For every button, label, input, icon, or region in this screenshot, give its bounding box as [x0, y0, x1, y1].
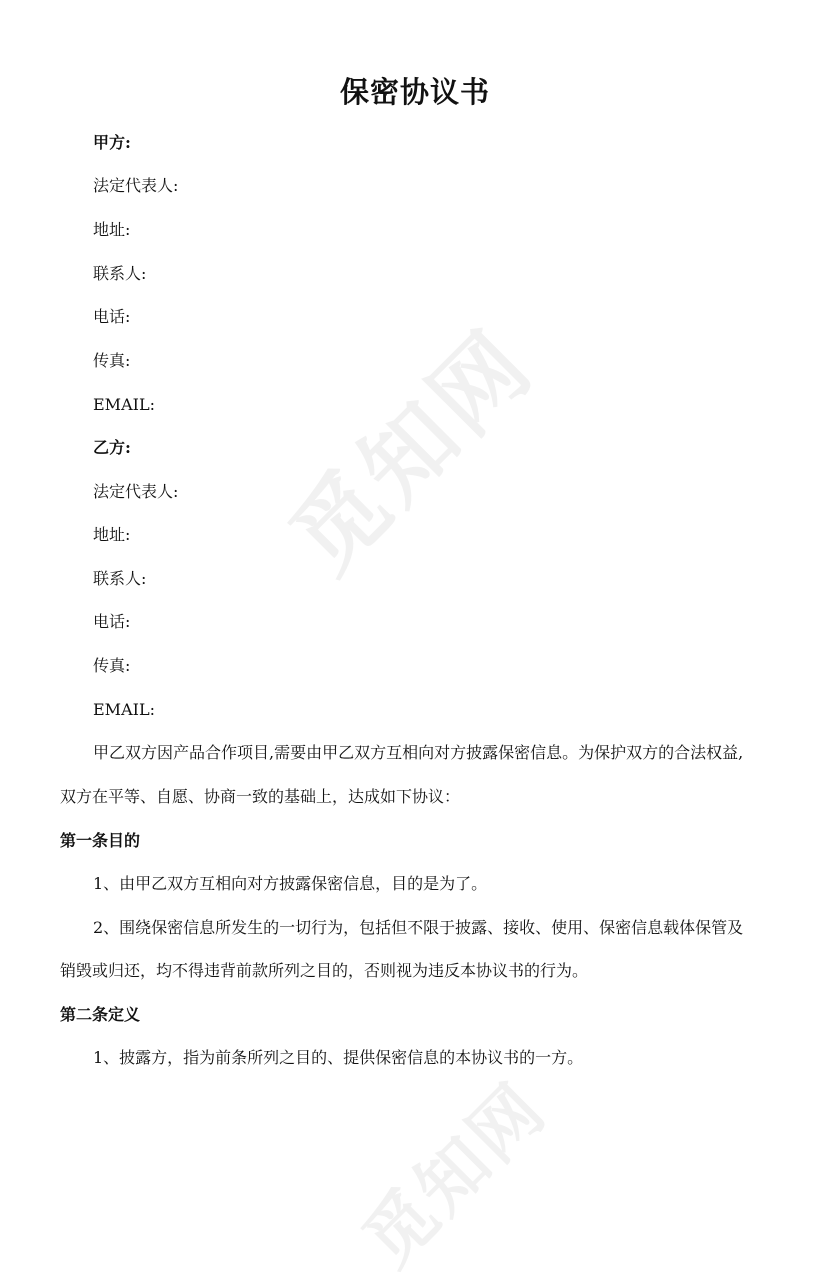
- party-a-fax: 传真:: [93, 351, 131, 370]
- party-b-phone: 电话:: [93, 612, 131, 631]
- watermark-bottom: 觅知网: [347, 1066, 563, 1282]
- watermark: 觅知网: [270, 309, 555, 594]
- party-a-contact: 联系人:: [93, 264, 147, 283]
- article-1-item-1: 1、由甲乙双方互相向对方披露保密信息，目的是为了。: [93, 874, 488, 893]
- party-b-legal-rep: 法定代表人:: [93, 482, 179, 501]
- article-2-item-1: 1、披露方，指为前条所列之目的、提供保密信息的本协议书的一方。: [93, 1048, 584, 1067]
- document-title: 保密协议书: [339, 75, 490, 109]
- party-a-heading: 甲方:: [93, 133, 131, 152]
- article-1-item-2-line-1: 2、围绕保密信息所发生的一切行为，包括但不限于披露、接收、使用、保密信息载体保管及: [93, 918, 744, 937]
- intro-line-2: 双方在平等、自愿、协商一致的基础上，达成如下协议：: [60, 787, 461, 806]
- party-b-contact: 联系人:: [93, 569, 147, 588]
- party-b-heading: 乙方:: [93, 438, 131, 457]
- intro-line-1: 甲乙双方因产品合作项目,需要由甲乙双方互相向对方披露保密信息。为保护双方的合法权益,: [93, 743, 744, 762]
- article-1-item-2-line-2: 销毁或归还，均不得违背前款所列之目的，否则视为违反本协议书的行为。: [60, 961, 589, 980]
- party-a-legal-rep: 法定代表人:: [93, 176, 179, 195]
- party-b-email: EMAIL:: [93, 700, 155, 719]
- party-b-address: 地址:: [93, 525, 131, 544]
- party-a-address: 地址:: [93, 220, 131, 239]
- party-b-fax: 传真:: [93, 656, 131, 675]
- party-a-email: EMAIL:: [93, 395, 155, 414]
- article-1-heading: 第一条目的: [60, 831, 141, 850]
- article-2-heading: 第二条定义: [60, 1005, 141, 1024]
- party-a-phone: 电话:: [93, 307, 131, 326]
